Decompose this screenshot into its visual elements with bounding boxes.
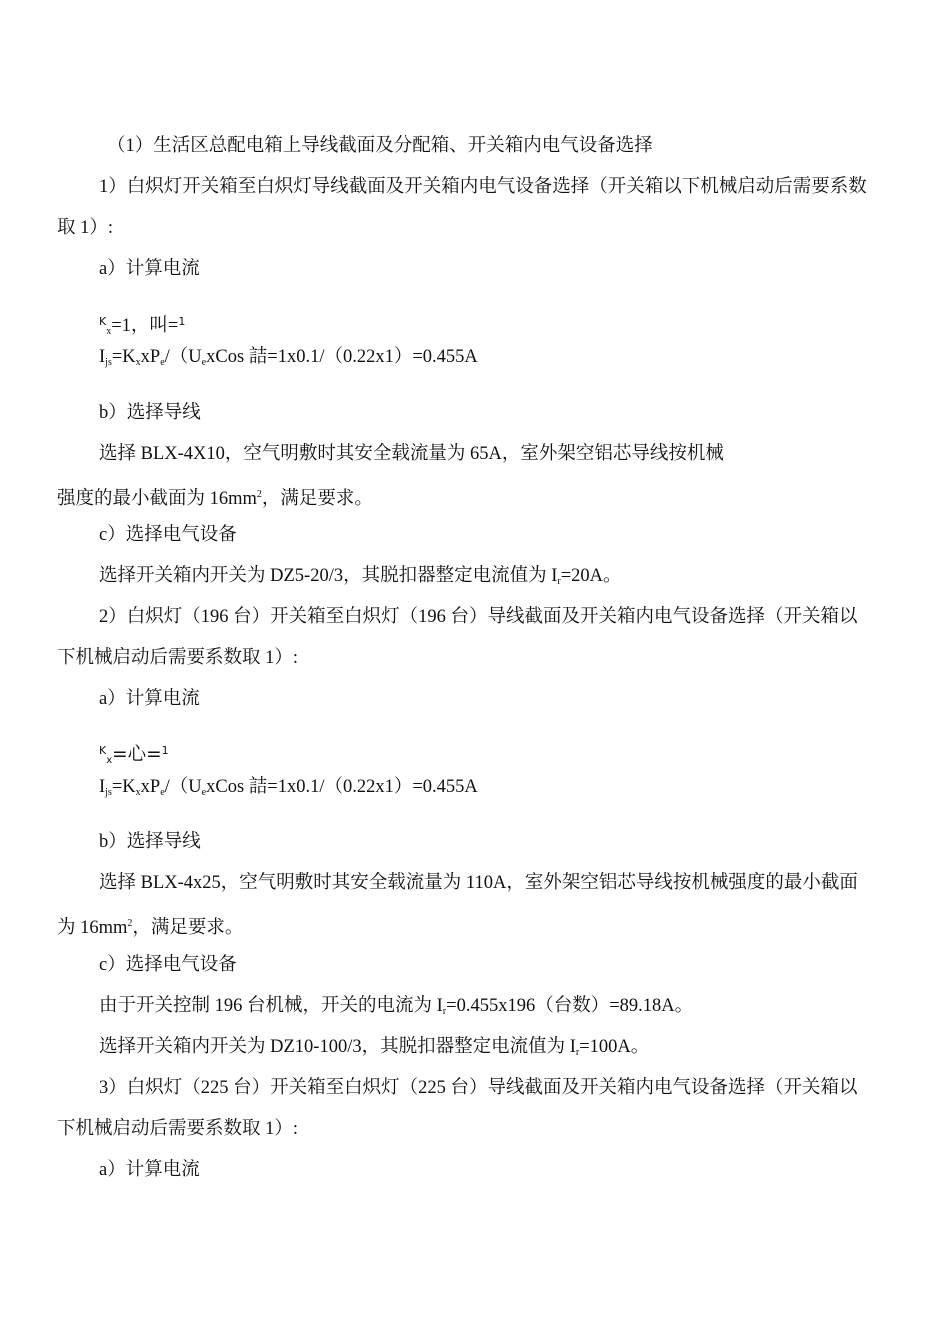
paragraph-line: 选择 BLX-4X10，空气明敷时其安全载流量为 65A，室外架空铝芯导线按机械 (99, 444, 724, 464)
paragraph-line: 下机械启动后需要系数取 1）: (57, 648, 299, 668)
formula-line: $^K_x$=1，叫=$^1$ (99, 315, 186, 337)
formula-line: $I_{js}=K_xxP_e/(U_exCos$ 詰=1x0.1/（0.22x1）=0.455A (99, 777, 478, 798)
subheading: c）选择电气设备 (99, 525, 237, 545)
subheading: a）计算电流 (99, 259, 200, 279)
subheading: b）选择导线 (99, 403, 201, 423)
section-heading: （1）生活区总配电箱上导线截面及分配箱、开关箱内电气设备选择 (107, 136, 653, 156)
subheading: a）计算电流 (99, 689, 200, 709)
subheading: c）选择电气设备 (99, 955, 237, 975)
formula-line: $^K_x$=心=$^1$ (99, 744, 169, 766)
paragraph-line: 强度的最小截面为 $16mm^2$，满足要求。 (57, 489, 373, 509)
formula-line: $I_{js}=K_xxP_e/(U_exCos$ 詰=1x0.1/（0.22x1）=0.455A (99, 347, 478, 368)
paragraph-line: 1）白炽灯开关箱至白炽灯导线截面及开关箱内电气设备选择（开关箱以下机械启动后需要系数 (99, 177, 867, 197)
subheading: b）选择导线 (99, 832, 201, 852)
paragraph-line: 选择开关箱内开关为 DZ10-100/3，其脱扣器整定电流值为 $I_r=100A$。 (99, 1037, 650, 1058)
paragraph-line: 2）白炽灯（196 台）开关箱至白炽灯（196 台）导线截面及开关箱内电气设备选择（开关箱以 (99, 607, 858, 627)
paragraph-line: 为 $16mm^2$，满足要求。 (57, 918, 244, 938)
paragraph-line: 选择 BLX-4x25，空气明敷时其安全载流量为 110A，室外架空铝芯导线按机械强度的最小截面 (99, 873, 858, 893)
paragraph-line: 取 1）: (57, 218, 114, 238)
paragraph-line: 由于开关控制 196 台机械，开关的电流为 $I_r=0.455x196$（台数）=89.18A。 (99, 996, 694, 1017)
formula-symbol: K (99, 744, 107, 757)
paragraph-line: 选择开关箱内开关为 DZ5-20/3，其脱扣器整定电流值为 $I_r=20A$。 (99, 566, 622, 587)
paragraph-line: 下机械启动后需要系数取 1）: (57, 1119, 299, 1139)
subheading: a）计算电流 (99, 1160, 200, 1180)
formula-symbol: K (99, 315, 107, 328)
paragraph-line: 3）白炽灯（225 台）开关箱至白炽灯（225 台）导线截面及开关箱内电气设备选择（开关箱以 (99, 1078, 858, 1098)
